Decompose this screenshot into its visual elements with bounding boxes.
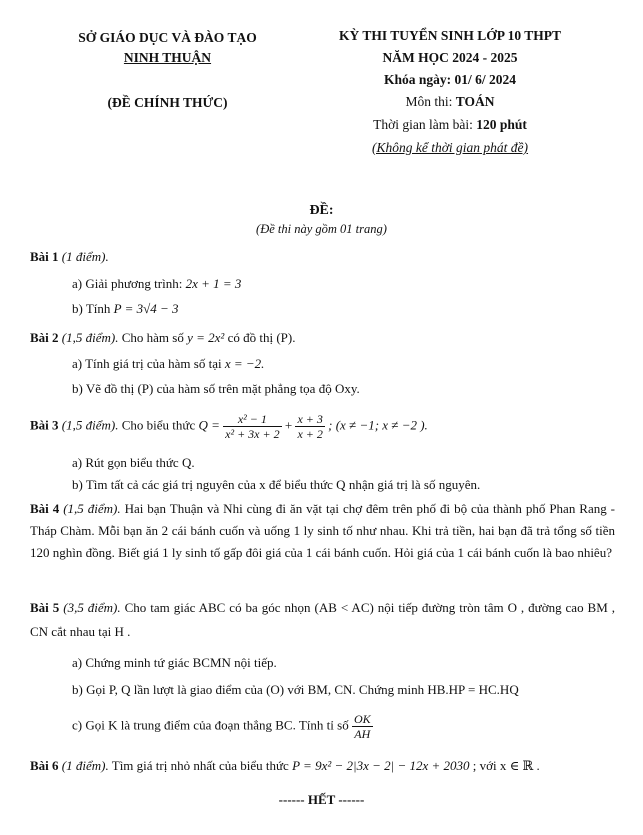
q3-f2-denominator: x + 2 xyxy=(297,427,323,441)
q3-heading xyxy=(30,412,428,441)
q3-f1-denominator: x² + 3x + 2 xyxy=(225,427,280,441)
q6-tail: ; với x ∈ ℝ . xyxy=(469,758,540,773)
q1-part-a xyxy=(72,276,241,292)
q6-heading xyxy=(30,758,540,774)
official-label: (ĐỀ CHÍNH THỨC) xyxy=(107,95,228,110)
q3-part-a: a) Rút gọn biểu thức Q. xyxy=(72,455,195,470)
q2-part-b: b) Vẽ đồ thị (P) của hàm số trên mặt phẳng tọa độ Oxy. xyxy=(72,381,360,396)
q6-label: Bài 6 xyxy=(30,758,59,773)
subject-value: TOÁN xyxy=(455,94,495,109)
q3-fraction-1 xyxy=(223,412,281,441)
q3-label: Bài 3 xyxy=(30,417,59,433)
duration-label: Thời gian làm bài: xyxy=(373,117,477,132)
q3-plus: + xyxy=(281,417,296,433)
q3-q-label: Q = xyxy=(198,417,224,433)
q2-a-text: a) Tính giá trị của hàm số tại xyxy=(72,356,225,371)
q6-text: Tìm giá trị nhỏ nhất của biểu thức xyxy=(108,758,293,773)
q2-points: (1,5 điểm). xyxy=(61,330,119,345)
q3-fraction-2 xyxy=(295,412,324,441)
q1-b-text: b) Tính xyxy=(72,301,114,316)
exam-duration xyxy=(300,117,600,133)
exam-heading: ĐỀ: xyxy=(309,203,334,218)
q5-c-numerator: OK xyxy=(353,712,371,726)
q2-part-a xyxy=(72,356,264,372)
q4-paragraph xyxy=(30,498,615,564)
q5-c-denominator: AH xyxy=(354,727,371,741)
duration-note: (Không kể thời gian phát đề) xyxy=(371,140,529,155)
q6-points: (1 điểm). xyxy=(61,758,109,773)
q5-c-fraction xyxy=(352,712,373,741)
q3-intro: Cho biểu thức xyxy=(118,417,199,433)
department-name: SỞ GIÁO DỤC VÀ ĐÀO TẠO xyxy=(78,30,257,45)
exam-title: KỲ THI TUYỂN SINH LỚP 10 THPT xyxy=(338,28,562,43)
q2-intro: Cho hàm số xyxy=(118,330,188,345)
q3-points: (1,5 điểm). xyxy=(61,417,119,433)
q5-text: Cho tam giác ABC có ba góc nhọn (AB < AC) nội tiếp đường tròn tâm O , đường cao BM , CN cắt nhau tại H . xyxy=(30,600,615,639)
duration-value: 120 phút xyxy=(476,117,527,132)
q3-f1-numerator: x² − 1 xyxy=(223,412,281,427)
q1-part-b xyxy=(72,301,179,317)
q3-condition: ; (x ≠ −1; x ≠ −2 ). xyxy=(324,417,428,433)
q2-intro2: có đồ thị (P). xyxy=(224,330,296,345)
q1-a-text: a) Giải phương trình: xyxy=(72,276,186,291)
province-name: NINH THUẬN xyxy=(123,50,212,65)
q4-text: Hai bạn Thuận và Nhi cùng đi ăn vặt tại chợ đêm trên phố đi bộ của thành phố Phan Rang - Tháp Chàm. Mỗi bạn ăn 2 cái bánh cuốn và uống 1 ly sinh tố như nhau. Khi trả tiền, hai bạn đã trả tổng số tiền 120 nghìn đồng. Biết giá 1 ly sinh tố gấp đôi giá của 1 cái bánh cuốn. Hỏi giá của 1 cái bánh cuốn là bao nhiêu? xyxy=(30,501,616,560)
q2-heading xyxy=(30,330,295,346)
school-year: NĂM HỌC 2024 - 2025 xyxy=(382,50,518,65)
q5-label: Bài 5 xyxy=(30,600,60,615)
end-marker: ------ HẾT ------ xyxy=(278,792,365,807)
q5-points: (3,5 điểm). xyxy=(63,600,121,615)
q4-points: (1,5 điểm). xyxy=(63,501,121,516)
q2-expr: y = 2x² xyxy=(187,330,225,345)
q1-label: Bài 1 xyxy=(30,249,59,264)
exam-date: Khóa ngày: 01/ 6/ 2024 xyxy=(383,72,516,87)
exam-subject xyxy=(300,94,600,110)
q6-expr: P = 9x² − 2|3x − 2| − 12x + 2030 xyxy=(292,758,470,773)
q2-label: Bài 2 xyxy=(30,330,59,345)
q5-part-b: b) Gọi P, Q lần lượt là giao điểm của (O) với BM, CN. Chứng minh HB.HP = HC.HQ xyxy=(72,682,519,697)
q1-points: (1 điểm). xyxy=(61,249,109,264)
q5-paragraph xyxy=(30,596,615,644)
q5-part-c xyxy=(72,712,373,741)
q5-part-a: a) Chứng minh tứ giác BCMN nội tiếp. xyxy=(72,655,277,670)
q1-heading xyxy=(30,249,109,265)
q1-b-expr: P = 3√4 − 3 xyxy=(113,301,179,316)
pages-note: (Đề thi này gồm 01 trang) xyxy=(256,222,387,236)
q3-part-b: b) Tìm tất cả các giá trị nguyên của x để biểu thức Q nhận giá trị là số nguyên. xyxy=(72,477,481,492)
q3-f2-numerator: x + 3 xyxy=(297,412,323,426)
q4-label: Bài 4 xyxy=(30,501,60,516)
subject-label: Môn thi: xyxy=(405,94,456,109)
q2-a-expr: x = −2. xyxy=(224,356,265,371)
q1-a-expr: 2x + 1 = 3 xyxy=(185,276,242,291)
q5-c-text: c) Gọi K là trung điểm của đoạn thẳng BC. Tính tỉ số xyxy=(72,717,352,733)
